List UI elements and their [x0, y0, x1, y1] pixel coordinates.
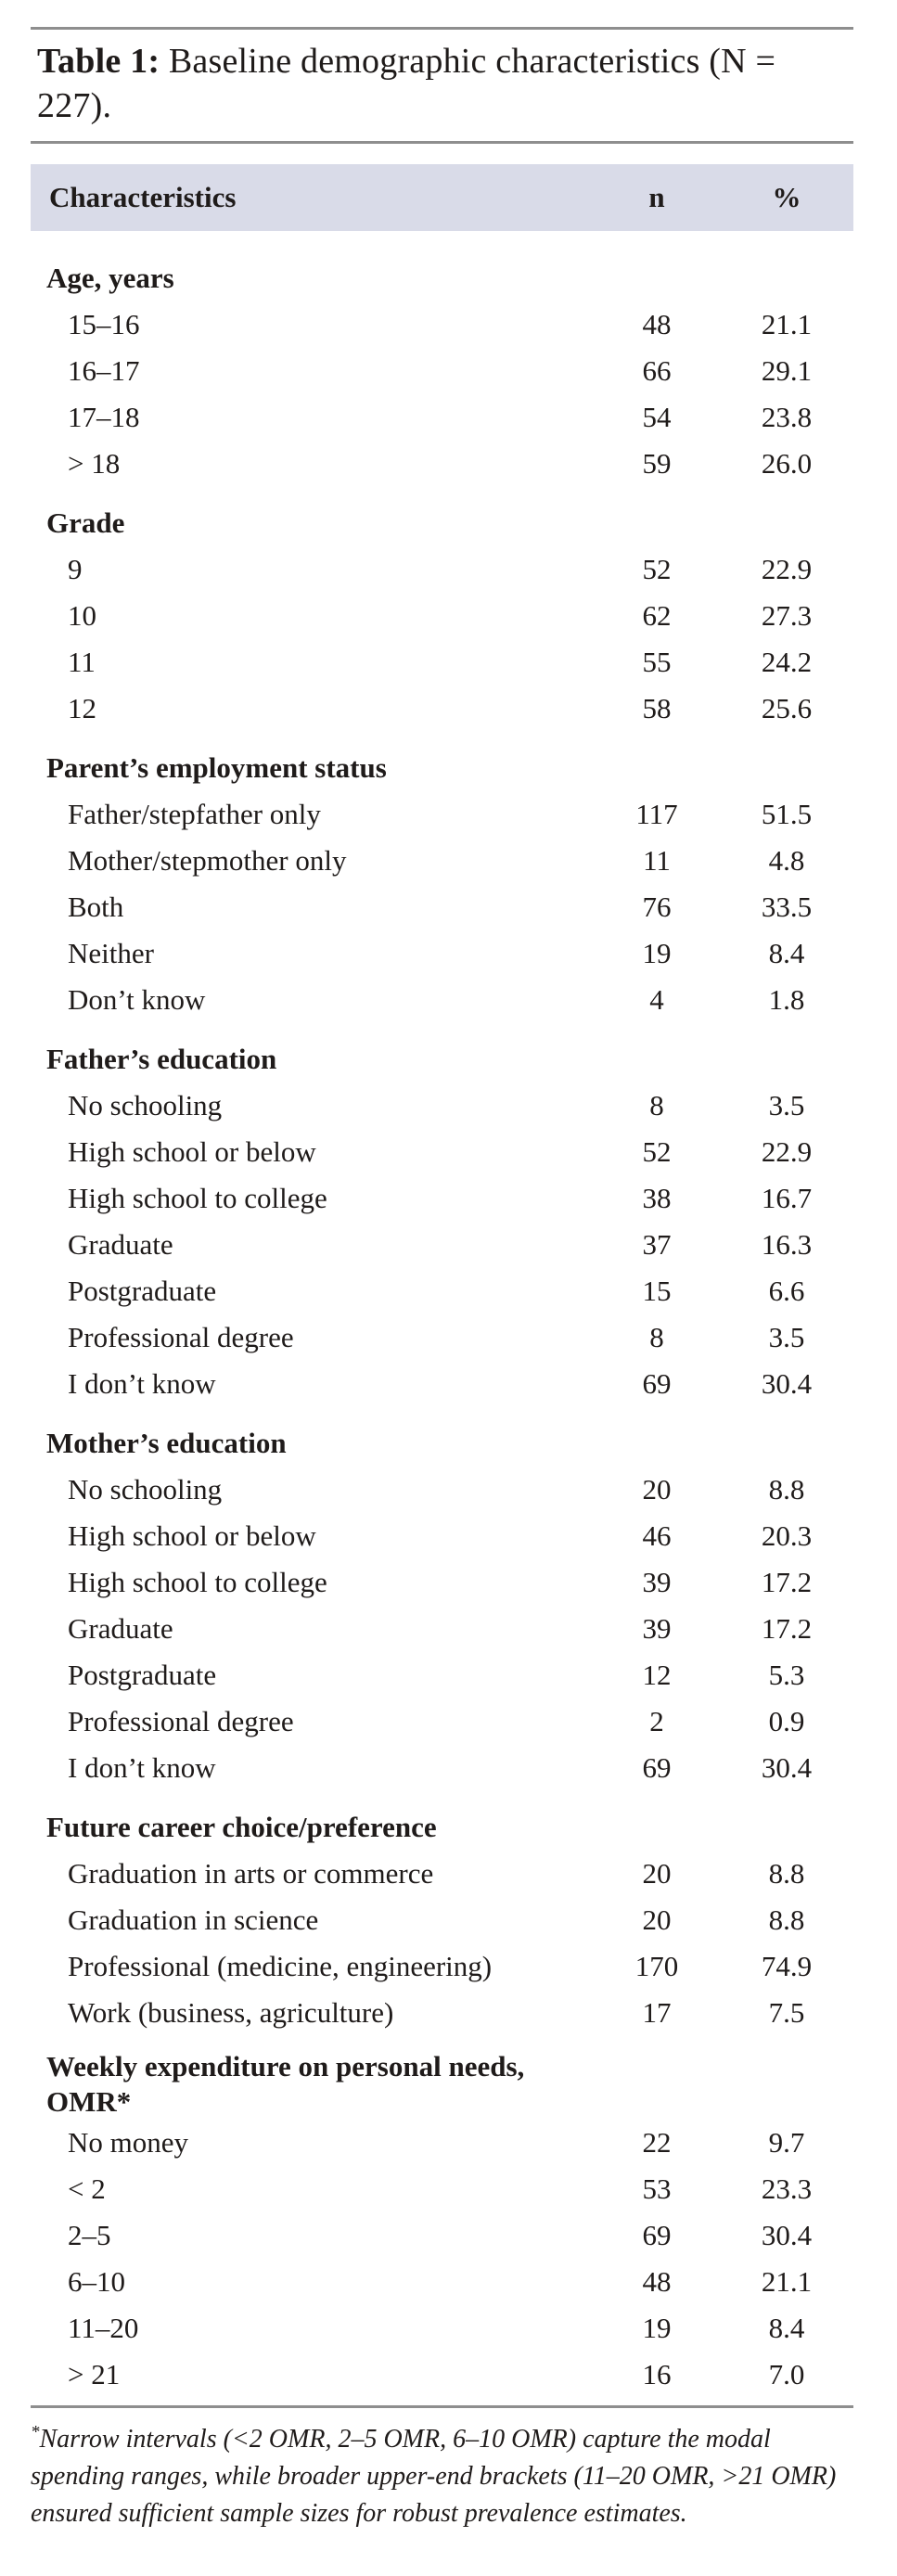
table-header-row	[31, 164, 853, 231]
table-body	[31, 231, 853, 2398]
row-characteristic-label: Professional degree	[68, 1705, 294, 1737]
table-row	[31, 1129, 853, 1175]
row-percent-value: 23.3	[761, 2172, 813, 2205]
row-n-value: 37	[642, 1228, 672, 1261]
table-row	[31, 1467, 853, 1513]
row-percent-value: 30.4	[761, 1367, 813, 1400]
row-n-value: 22	[642, 2126, 672, 2159]
table-row	[31, 2259, 853, 2305]
section-header-row	[31, 1036, 853, 1083]
row-characteristic-label: 11–20	[68, 2312, 139, 2344]
table-row	[31, 2166, 853, 2212]
row-percent-value: 51.5	[761, 798, 813, 830]
table-row	[31, 2120, 853, 2166]
row-characteristic-label: No money	[68, 2126, 189, 2159]
row-characteristic-label: No schooling	[68, 1089, 223, 1121]
table-row	[31, 1943, 853, 1990]
column-header-percent: %	[772, 181, 801, 213]
row-characteristic-label: > 18	[68, 447, 121, 480]
section-header-label: Parent’s employment status	[46, 751, 387, 784]
row-n-value: 55	[642, 646, 672, 678]
row-percent-value: 29.1	[761, 354, 813, 387]
section-header-row	[31, 2049, 853, 2120]
row-characteristic-label: Neither	[68, 937, 154, 969]
table-row	[31, 1559, 853, 1606]
row-n-value: 15	[642, 1275, 672, 1307]
row-percent-value: 3.5	[768, 1089, 805, 1121]
row-n-value: 16	[642, 2358, 672, 2390]
row-n-value: 19	[642, 2312, 672, 2344]
row-percent-value: 7.5	[768, 1996, 805, 2029]
article-page	[0, 27, 897, 2532]
table-row	[31, 1268, 853, 1314]
table-row	[31, 2305, 853, 2352]
bottom-rule	[31, 2405, 853, 2408]
table-row	[31, 791, 853, 838]
section-header-row	[31, 1804, 853, 1851]
row-characteristic-label: Postgraduate	[68, 1659, 217, 1691]
table-row	[31, 394, 853, 441]
row-n-value: 20	[642, 1473, 672, 1506]
table-row	[31, 1897, 853, 1943]
row-percent-value: 22.9	[761, 553, 813, 585]
table-row	[31, 2352, 853, 2398]
row-percent-value: 20.3	[761, 1519, 813, 1552]
row-characteristic-label: Graduation in arts or commerce	[68, 1857, 434, 1890]
table-row	[31, 1990, 853, 2036]
table-row	[31, 441, 853, 487]
row-percent-value: 7.0	[768, 2358, 805, 2390]
row-characteristic-label: 17–18	[68, 401, 140, 433]
table-row	[31, 639, 853, 686]
row-characteristic-label: Don’t know	[68, 983, 206, 1016]
row-n-value: 54	[642, 401, 672, 433]
row-n-value: 62	[642, 599, 672, 632]
table-row	[31, 1314, 853, 1361]
row-percent-value: 16.7	[761, 1182, 813, 1214]
table-row	[31, 1361, 853, 1407]
row-percent-value: 30.4	[761, 2219, 813, 2251]
row-percent-value: 74.9	[761, 1950, 813, 1982]
row-n-value: 17	[642, 1996, 672, 2029]
row-characteristic-label: High school or below	[68, 1519, 316, 1552]
table-row	[31, 1222, 853, 1268]
row-n-value: 39	[642, 1566, 672, 1598]
row-n-value: 69	[642, 2219, 672, 2251]
row-n-value: 58	[642, 692, 672, 724]
section-header-label: Future career choice/preference	[46, 1811, 437, 1843]
row-percent-value: 8.8	[768, 1473, 805, 1506]
row-characteristic-label: Father/stepfather only	[68, 798, 321, 830]
table-footnote	[31, 2421, 853, 2532]
table-caption-label: Table 1:	[37, 42, 160, 81]
row-percent-value: 33.5	[761, 891, 813, 923]
section-header-row	[31, 255, 853, 301]
row-n-value: 8	[649, 1321, 664, 1353]
row-n-value: 52	[642, 1135, 672, 1168]
section-header-label: Weekly expenditure on personal needs, OMR*	[46, 2050, 525, 2118]
row-n-value: 12	[642, 1659, 672, 1691]
table-row	[31, 348, 853, 394]
table-row	[31, 2212, 853, 2259]
table-row	[31, 1652, 853, 1698]
row-percent-value: 0.9	[768, 1705, 805, 1737]
table-row	[31, 1698, 853, 1745]
row-n-value: 20	[642, 1903, 672, 1936]
row-n-value: 76	[642, 891, 672, 923]
row-characteristic-label: 15–16	[68, 308, 140, 340]
caption-divider-rule	[31, 141, 853, 144]
table-row	[31, 930, 853, 977]
row-n-value: 46	[642, 1519, 672, 1552]
row-percent-value: 21.1	[761, 308, 813, 340]
row-characteristic-label: I don’t know	[68, 1367, 216, 1400]
top-rule	[31, 27, 853, 30]
row-n-value: 11	[643, 844, 671, 877]
table-row	[31, 1606, 853, 1652]
table-row	[31, 546, 853, 593]
row-characteristic-label: < 2	[68, 2172, 106, 2205]
row-n-value: 117	[635, 798, 678, 830]
row-n-value: 2	[649, 1705, 664, 1737]
table-row	[31, 1851, 853, 1897]
row-percent-value: 26.0	[761, 447, 813, 480]
row-percent-value: 3.5	[768, 1321, 805, 1353]
row-n-value: 48	[642, 2265, 672, 2298]
table-row	[31, 593, 853, 639]
table-row	[31, 977, 853, 1023]
row-characteristic-label: Work (business, agriculture)	[68, 1996, 394, 2029]
table-row	[31, 686, 853, 732]
row-n-value: 8	[649, 1089, 664, 1121]
row-percent-value: 16.3	[761, 1228, 813, 1261]
row-characteristic-label: High school to college	[68, 1566, 327, 1598]
row-n-value: 4	[649, 983, 664, 1016]
row-n-value: 69	[642, 1751, 672, 1784]
row-characteristic-label: 2–5	[68, 2219, 111, 2251]
row-percent-value: 4.8	[768, 844, 805, 877]
table-caption	[37, 39, 853, 128]
row-n-value: 59	[642, 447, 672, 480]
row-percent-value: 21.1	[761, 2265, 813, 2298]
row-characteristic-label: No schooling	[68, 1473, 223, 1506]
row-n-value: 69	[642, 1367, 672, 1400]
row-characteristic-label: 6–10	[68, 2265, 125, 2298]
row-characteristic-label: 11	[68, 646, 96, 678]
row-n-value: 52	[642, 553, 672, 585]
section-header-row	[31, 745, 853, 791]
row-percent-value: 5.3	[768, 1659, 805, 1691]
table-row	[31, 884, 853, 930]
row-percent-value: 6.6	[768, 1275, 805, 1307]
row-n-value: 53	[642, 2172, 672, 2205]
row-percent-value: 23.8	[761, 401, 813, 433]
row-characteristic-label: Professional (medicine, engineering)	[68, 1950, 493, 1982]
row-characteristic-label: Postgraduate	[68, 1275, 217, 1307]
row-n-value: 19	[642, 937, 672, 969]
table-caption-text: Baseline demographic characteristics (N = 227).	[37, 42, 776, 125]
table-row	[31, 838, 853, 884]
row-characteristic-label: Professional degree	[68, 1321, 294, 1353]
row-n-value: 39	[642, 1612, 672, 1645]
table-row	[31, 1175, 853, 1222]
row-characteristic-label: > 21	[68, 2358, 121, 2390]
row-characteristic-label: High school or below	[68, 1135, 316, 1168]
row-characteristic-label: Both	[68, 891, 124, 923]
section-header-row	[31, 500, 853, 546]
footnote-text: Narrow intervals (<2 OMR, 2–5 OMR, 6–10 OMR) capture the modal spending ranges, while broader upper-end brackets (11–20 OMR, >21 OMR) ensured sufficient sample sizes for robust prevalence estimates.	[31, 2425, 837, 2528]
row-characteristic-label: Mother/stepmother only	[68, 844, 347, 877]
table-row	[31, 1083, 853, 1129]
row-percent-value: 8.4	[768, 937, 805, 969]
table-row	[31, 1513, 853, 1559]
row-percent-value: 8.8	[768, 1857, 805, 1890]
column-header-n: n	[648, 181, 665, 213]
section-header-label: Age, years	[46, 262, 174, 294]
row-n-value: 170	[634, 1950, 679, 1982]
section-header-label: Grade	[46, 506, 125, 539]
row-percent-value: 9.7	[768, 2126, 805, 2159]
row-n-value: 20	[642, 1857, 672, 1890]
footnote-marker: *	[31, 2422, 40, 2442]
row-characteristic-label: High school to college	[68, 1182, 327, 1214]
row-percent-value: 8.4	[768, 2312, 805, 2344]
row-percent-value: 8.8	[768, 1903, 805, 1936]
section-header-label: Father’s education	[46, 1043, 277, 1075]
row-characteristic-label: Graduate	[68, 1612, 173, 1645]
row-percent-value: 25.6	[761, 692, 813, 724]
row-characteristic-label: 12	[68, 692, 96, 724]
column-header-characteristics: Characteristics	[49, 181, 237, 213]
row-characteristic-label: 10	[68, 599, 96, 632]
row-characteristic-label: Graduation in science	[68, 1903, 319, 1936]
row-characteristic-label: I don’t know	[68, 1751, 216, 1784]
row-percent-value: 17.2	[761, 1566, 813, 1598]
row-n-value: 48	[642, 308, 672, 340]
section-header-label: Mother’s education	[46, 1427, 287, 1459]
section-header-row	[31, 1420, 853, 1467]
row-n-value: 38	[642, 1182, 672, 1214]
row-characteristic-label: 9	[68, 553, 83, 585]
row-percent-value: 27.3	[761, 599, 813, 632]
row-percent-value: 22.9	[761, 1135, 813, 1168]
row-n-value: 66	[642, 354, 672, 387]
row-percent-value: 30.4	[761, 1751, 813, 1784]
row-percent-value: 1.8	[768, 983, 805, 1016]
table-row	[31, 301, 853, 348]
table-row	[31, 1745, 853, 1791]
row-characteristic-label: Graduate	[68, 1228, 173, 1261]
row-percent-value: 17.2	[761, 1612, 813, 1645]
row-characteristic-label: 16–17	[68, 354, 140, 387]
row-percent-value: 24.2	[761, 646, 813, 678]
